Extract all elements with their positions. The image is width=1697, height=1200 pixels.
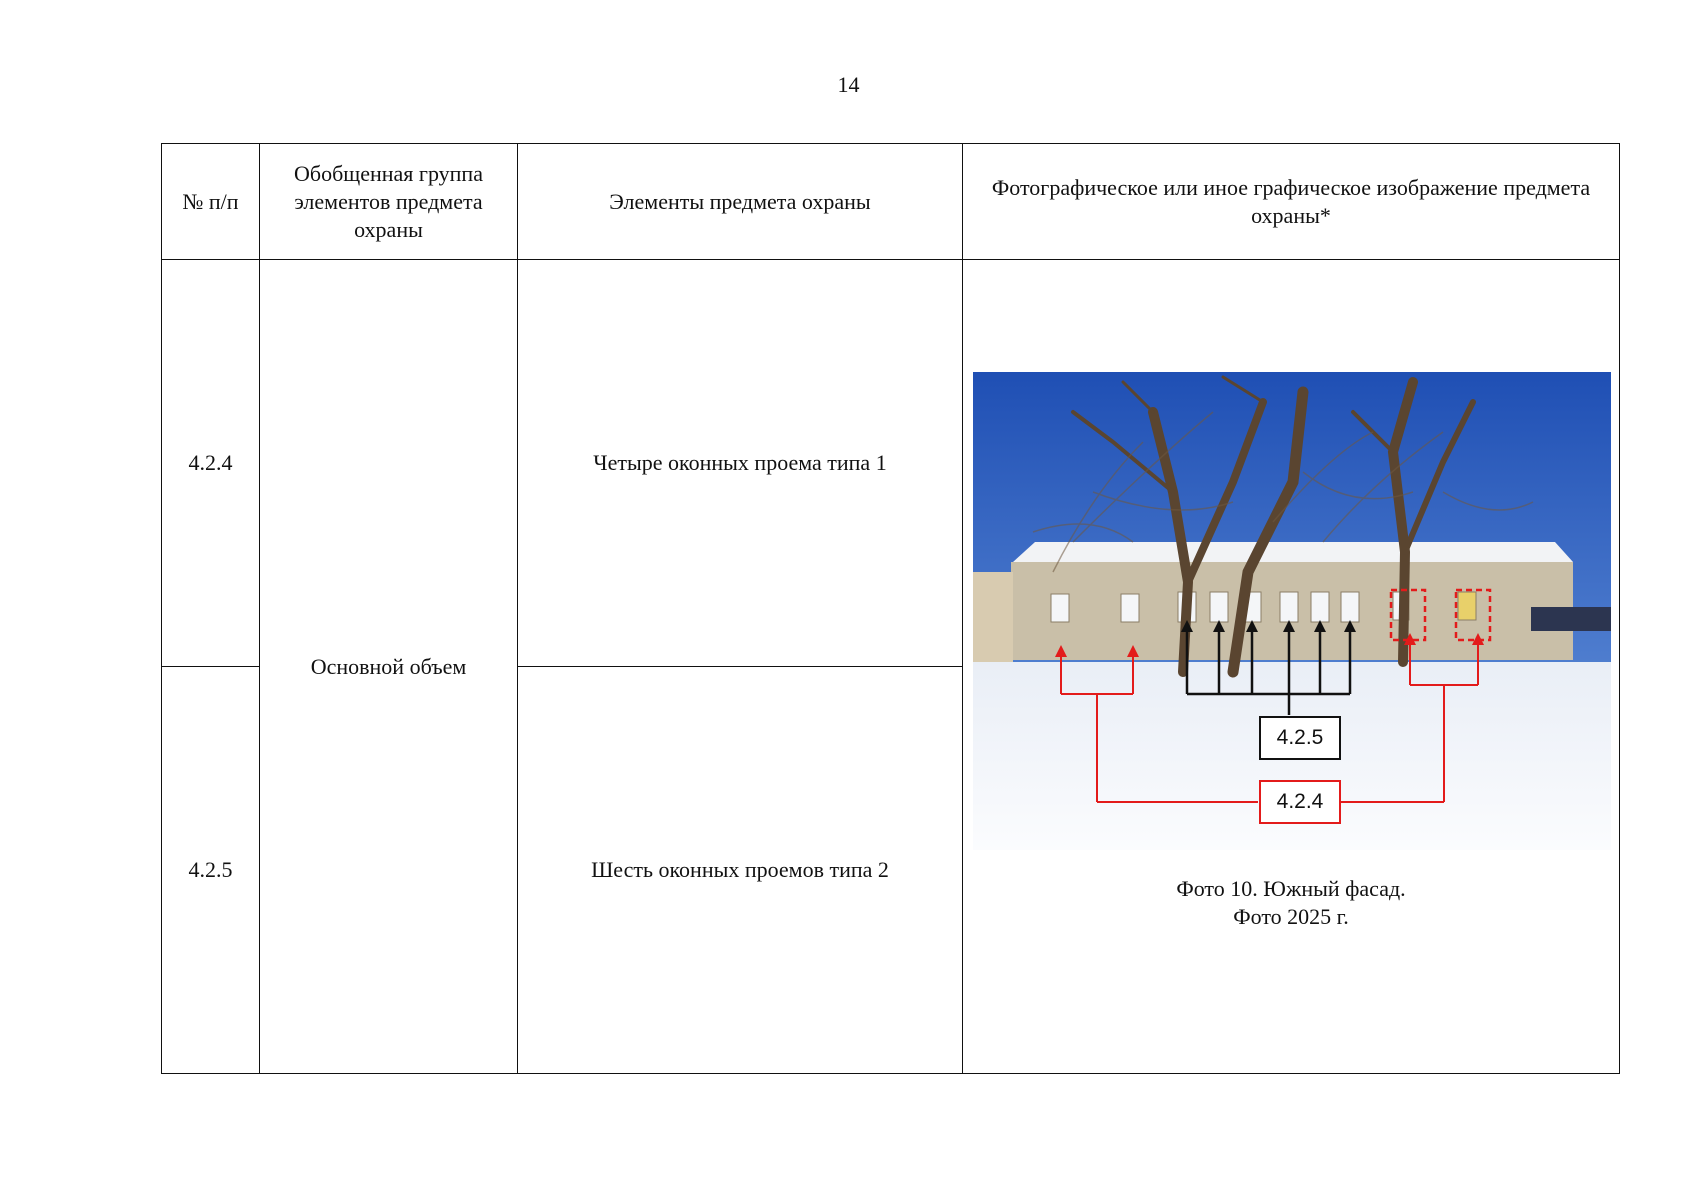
table-header-row — [162, 144, 1620, 260]
header-elements: Элементы предмета охраны — [518, 144, 963, 260]
row-number: 4.2.5 — [162, 667, 260, 1074]
header-number: № п/п — [162, 144, 260, 260]
facade-photo — [973, 372, 1611, 850]
group-cell: Основной объем — [260, 260, 518, 1074]
header-image: Фотографическое или иное графическое изображение предмета охраны* — [963, 144, 1620, 260]
page-number: 14 — [837, 72, 860, 97]
header-group: Обобщенная группа элементов предмета охраны — [260, 144, 518, 260]
facade-photo-image — [973, 372, 1611, 850]
row-element: Четыре оконных проема типа 1 — [518, 260, 963, 667]
label-red-4-2-4: 4.2.4 — [1259, 780, 1341, 824]
label-black-4-2-5: 4.2.5 — [1259, 716, 1341, 760]
row-element: Шесть оконных проемов типа 2 — [518, 667, 963, 1074]
photo-caption — [963, 875, 1619, 931]
table-row — [162, 260, 1620, 667]
protection-elements-table — [161, 143, 1620, 1074]
row-number: 4.2.4 — [162, 260, 260, 667]
caption-line-2: Фото 2025 г. — [1233, 904, 1349, 929]
photo-cell — [963, 260, 1620, 1074]
caption-line-1: Фото 10. Южный фасад. — [1176, 876, 1406, 901]
